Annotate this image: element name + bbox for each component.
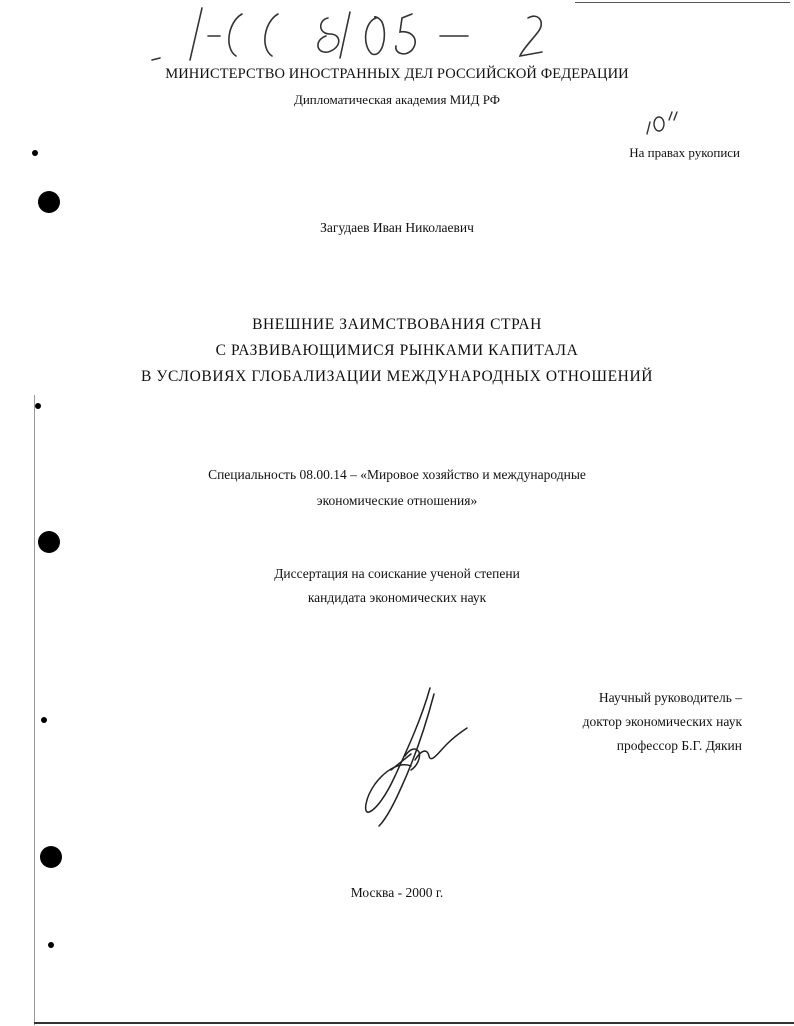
specialty-line-1: Специальность 08.00.14 – «Мировое хозяйство и международные (208, 467, 586, 482)
punch-mark-small (48, 942, 54, 948)
academy-name: Дипломатическая академия МИД РФ (293, 92, 501, 107)
scan-edge-line-bottom (34, 1022, 794, 1024)
punch-hole (38, 191, 60, 213)
supervisor-degree: доктор экономических наук (582, 714, 742, 729)
city-and-year: Москва - 2000 г. (350, 885, 444, 900)
handwritten-signature (355, 680, 475, 830)
dissertation-title-line-1: ВНЕШНИЕ ЗАИМСТВОВАНИЯ СТРАН (252, 316, 542, 333)
author-name: Загудаев Иван Николаевич (320, 220, 474, 235)
specialty-line-2: экономические отношения» (316, 493, 478, 508)
degree-line-1: Диссертация на соискание ученой степени (274, 566, 520, 581)
ministry-name: МИНИСТЕРСТВО ИНОСТРАННЫХ ДЕЛ РОССИЙСКОЙ ФЕДЕРАЦИИ (165, 66, 629, 82)
punch-mark-small (32, 150, 38, 156)
degree-line-2: кандидата экономических наук (307, 590, 487, 605)
scan-edge-line-left (34, 395, 35, 1025)
supervisor-role: Научный руководитель – (598, 690, 742, 705)
manuscript-rights-note: На правах рукописи (629, 145, 740, 160)
dissertation-title-line-2: С РАЗВИВАЮЩИМИСЯ РЫНКАМИ КАПИТАЛА (215, 342, 579, 359)
dissertation-title-line-3: В УСЛОВИЯХ ГЛОБАЛИЗАЦИИ МЕЖДУНАРОДНЫХ ОТНОШЕНИЙ (140, 368, 654, 385)
supervisor-name: профессор Б.Г. Дякин (616, 738, 742, 753)
scan-edge-line-top (575, 2, 790, 3)
punch-mark-small (41, 717, 47, 723)
punch-hole (38, 531, 60, 553)
punch-hole (40, 846, 62, 868)
handwritten-page-note (645, 110, 681, 136)
punch-mark-small (35, 403, 41, 409)
handwritten-archive-number (150, 0, 570, 70)
